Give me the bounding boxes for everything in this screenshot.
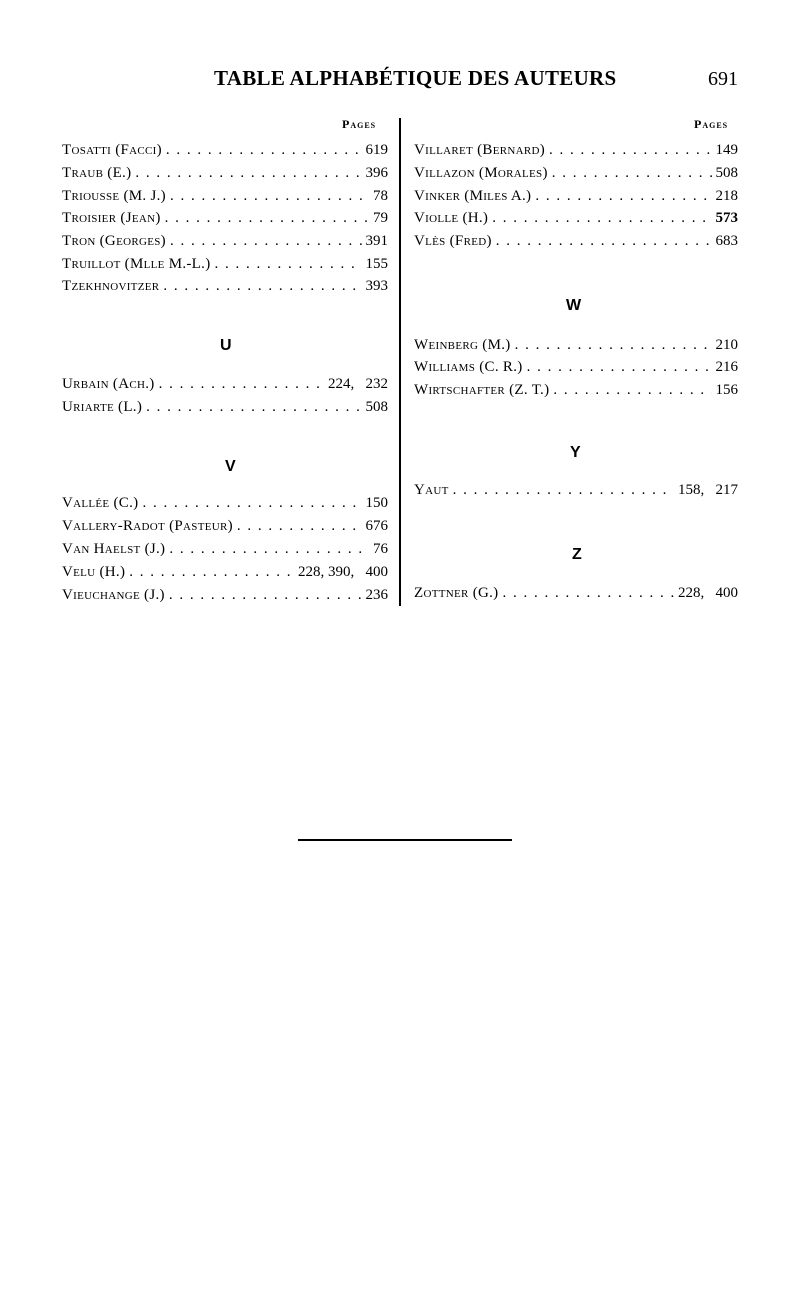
- author-name: Tron (Georges): [62, 233, 166, 249]
- index-entry: [62, 564, 388, 586]
- index-entry: [62, 541, 388, 563]
- page-refs: 150: [365, 495, 388, 511]
- page-refs: 158, 217: [678, 482, 738, 498]
- page-refs: 79: [373, 210, 388, 226]
- index-entry: [414, 142, 738, 164]
- index-entry: [414, 165, 738, 187]
- dot-leader: [535, 188, 711, 205]
- section-letter-z: Z: [572, 546, 582, 563]
- page-refs: 393: [365, 278, 388, 294]
- author-name: Vallée (C.): [62, 495, 139, 511]
- index-entry: [62, 376, 388, 398]
- page-refs: 508: [365, 399, 388, 415]
- dot-leader: [135, 165, 361, 182]
- page-refs: 78: [373, 188, 388, 204]
- author-name: Truillot (Mlle M.-L.): [62, 256, 211, 272]
- author-name: Vinker (Miles A.): [414, 188, 532, 204]
- page-refs: 619: [365, 142, 388, 158]
- index-entry: [62, 587, 388, 609]
- author-name: Tzekhnovitzer: [62, 278, 160, 294]
- page-refs: 155: [365, 256, 388, 272]
- dot-leader: [215, 256, 362, 273]
- index-entry: [414, 188, 738, 210]
- index-entry: [414, 233, 738, 255]
- index-entry: [414, 382, 738, 404]
- section-letter-v: V: [225, 458, 236, 475]
- dot-leader: [129, 564, 294, 581]
- page-refs: 216: [715, 359, 738, 375]
- page-refs: 228, 400: [678, 585, 738, 601]
- page-refs: 224, 232: [328, 376, 388, 392]
- index-entry: [414, 210, 738, 232]
- author-name: Vlès (Fred): [414, 233, 492, 249]
- author-name: Troisier (Jean): [62, 210, 161, 226]
- page-refs: 391: [365, 233, 388, 249]
- dot-leader: [165, 210, 369, 227]
- author-name: Weinberg (M.): [414, 337, 511, 353]
- author-name: Violle (H.): [414, 210, 489, 226]
- dot-leader: [170, 233, 362, 250]
- page-refs: 683: [715, 233, 738, 249]
- dot-leader: [553, 382, 711, 399]
- column-divider: [399, 118, 401, 606]
- author-name: Villaret (Bernard): [414, 142, 546, 158]
- page-refs: 676: [365, 518, 388, 534]
- dot-leader: [552, 165, 712, 182]
- dot-leader: [170, 188, 369, 205]
- author-name: Van Haelst (J.): [62, 541, 166, 557]
- page-number: 691: [708, 68, 738, 90]
- index-entry: [62, 495, 388, 517]
- author-name: Williams (C. R.): [414, 359, 523, 375]
- page-refs: 76: [373, 541, 388, 557]
- index-entry: [62, 165, 388, 187]
- author-name: Triousse (M. J.): [62, 188, 166, 204]
- dot-leader: [502, 585, 674, 602]
- dot-leader: [527, 359, 712, 376]
- end-rule: [298, 839, 512, 841]
- author-name: Yaut: [414, 482, 449, 498]
- section-letter-w: W: [566, 297, 582, 314]
- index-entry: [414, 482, 738, 504]
- index-entry: [62, 142, 388, 164]
- author-name: Vallery-Radot (Pasteur): [62, 518, 233, 534]
- author-name: Tosatti (Facci): [62, 142, 162, 158]
- dot-leader: [166, 142, 362, 159]
- dot-leader: [496, 233, 712, 250]
- author-name: Traub (E.): [62, 165, 132, 181]
- index-entry: [414, 585, 738, 607]
- page-refs: 396: [365, 165, 388, 181]
- index-entry: [62, 278, 388, 300]
- page-refs: 236: [365, 587, 388, 603]
- dot-leader: [549, 142, 711, 159]
- dot-leader: [169, 541, 369, 558]
- index-entry: [62, 399, 388, 421]
- pages-label-right: Pages: [694, 117, 729, 131]
- page-header: [0, 66, 800, 96]
- index-entry: [62, 210, 388, 232]
- page-refs: 573: [715, 210, 738, 226]
- dot-leader: [142, 495, 361, 512]
- index-entry: [62, 233, 388, 255]
- page-refs: 218: [715, 188, 738, 204]
- dot-leader: [169, 587, 362, 604]
- author-name: Velu (H.): [62, 564, 126, 580]
- pages-label-left: Pages: [342, 117, 377, 131]
- page-refs: 228, 390, 400: [298, 564, 388, 580]
- author-name: Villazon (Morales): [414, 165, 548, 181]
- index-entry: [62, 188, 388, 210]
- dot-leader: [237, 518, 362, 535]
- dot-leader: [492, 210, 711, 227]
- index-entry: [62, 518, 388, 540]
- dot-leader: [515, 337, 712, 354]
- dot-leader: [453, 482, 674, 499]
- dot-leader: [146, 399, 361, 416]
- section-letter-u: U: [220, 337, 232, 354]
- author-name: Urbain (Ach.): [62, 376, 155, 392]
- section-letter-y: Y: [570, 444, 581, 461]
- author-name: Zottner (G.): [414, 585, 499, 601]
- index-entry: [62, 256, 388, 278]
- page-title: TABLE ALPHABÉTIQUE DES AUTEURS: [214, 66, 617, 90]
- index-entry: [414, 359, 738, 381]
- author-name: Wirtschafter (Z. T.): [414, 382, 550, 398]
- author-name: Vieuchange (J.): [62, 587, 165, 603]
- dot-leader: [159, 376, 324, 393]
- page-refs: 156: [715, 382, 738, 398]
- index-entry: [414, 337, 738, 359]
- page-refs: 210: [715, 337, 738, 353]
- page-refs: 508: [715, 165, 738, 181]
- page-refs: 149: [715, 142, 738, 158]
- dot-leader: [163, 278, 361, 295]
- author-name: Uriarte (L.): [62, 399, 143, 415]
